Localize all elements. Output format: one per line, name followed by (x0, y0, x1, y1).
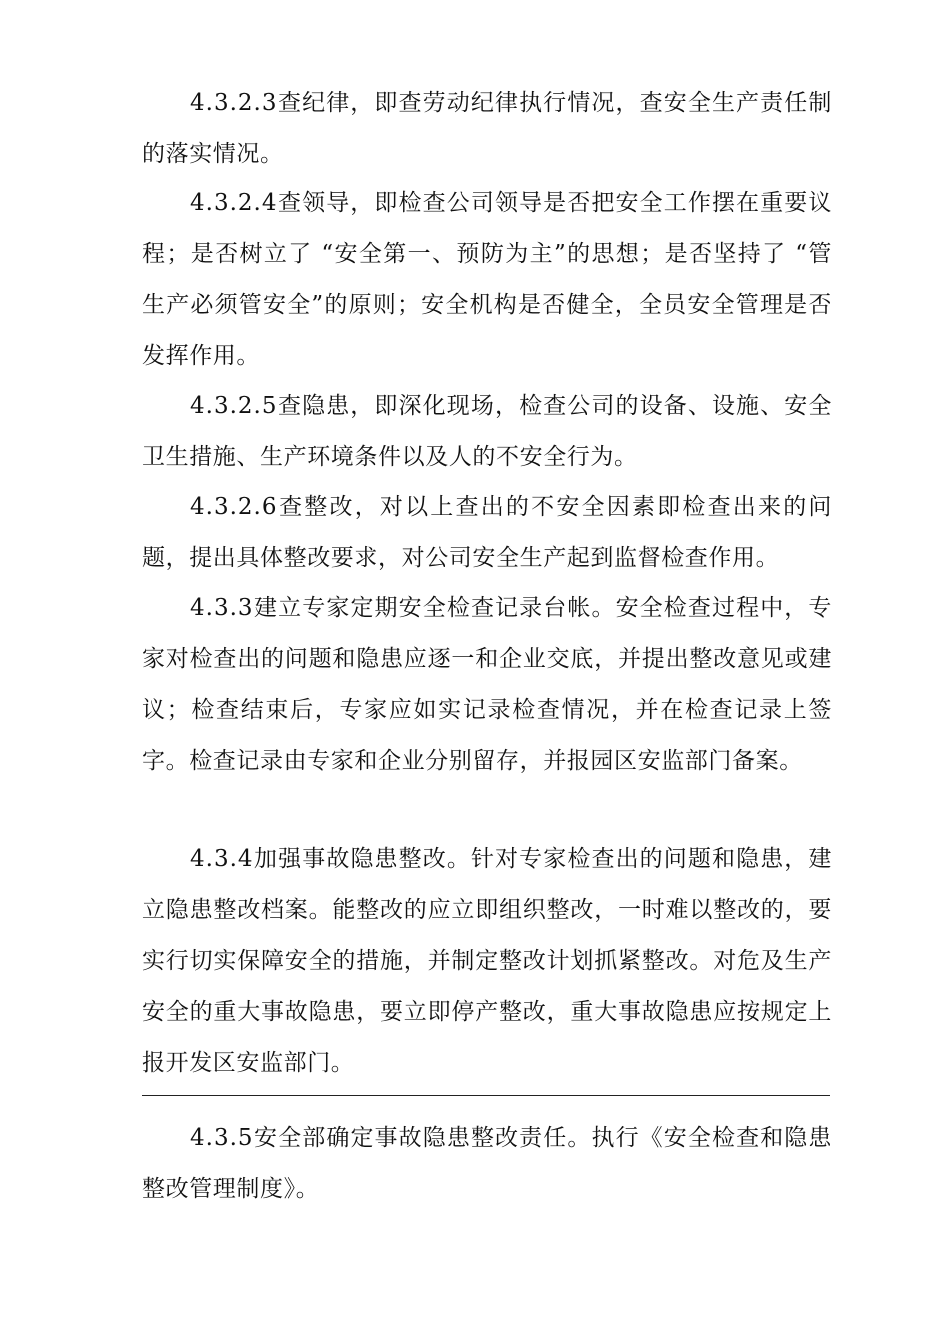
paragraph-text: 安全部确定事故隐患整改责任。执行《安全检查和隐患整改管理制度》。 (142, 1125, 832, 1202)
section-number: 4.3.2.5 (190, 393, 278, 419)
paragraph-text: 建立专家定期安全检查记录台帐。安全检查过程中，专家对检查出的问题和隐患应逐一和企业交底，并提出整改意见或建议；检查结束后，专家应如实记录检查情况，并在检查记录上签字。检查记录由专家和企业分别留存，并报园区安监部门备案。 (142, 595, 832, 774)
paragraph-4-3-2-4 (142, 178, 832, 382)
section-number: 4.3.2.6 (190, 494, 278, 520)
paragraph-text: 查整改，对以上查出的不安全因素即检查出来的问题，提出具体整改要求，对公司安全生产起到监督检查作用。 (142, 494, 832, 571)
paragraph-4-3-4 (142, 834, 832, 1089)
paragraph-text: 查纪律，即查劳动纪律执行情况，查安全生产责任制的落实情况。 (142, 90, 832, 167)
paragraph-4-3-2-6 (142, 482, 832, 584)
section-number: 4.3.4 (190, 846, 254, 872)
paragraph-text: 查隐患，即深化现场，检查公司的设备、设施、安全卫生措施、生产环境条件以及人的不安全行为。 (142, 393, 832, 470)
paragraph-text: 加强事故隐患整改。针对专家检查出的问题和隐患，建立隐患整改档案。能整改的应立即组织整改，一时难以整改的，要实行切实保障安全的措施，并制定整改计划抓紧整改。对危及生产安全的重大事故隐患，要立即停产整改，重大事故隐患应按规定上报开发区安监部门。 (142, 846, 832, 1076)
paragraph-4-3-5 (142, 1113, 832, 1215)
paragraph-4-3-3 (142, 583, 832, 787)
section-number: 4.3.2.4 (190, 190, 278, 216)
page-break-rule (142, 1095, 830, 1096)
section-number: 4.3.2.3 (190, 90, 278, 116)
paragraph-text: 查领导，即检查公司领导是否把安全工作摆在重要议程；是否树立了 “安全第一、预防为主”的思想；是否坚持了 “管生产必须管安全”的原则；安全机构是否健全，全员安全管理是否发挥作用。 (142, 190, 832, 369)
section-number: 4.3.3 (190, 595, 254, 621)
paragraph-4-3-2-5 (142, 381, 832, 483)
section-number: 4.3.5 (190, 1125, 254, 1151)
paragraph-4-3-2-3 (142, 78, 832, 180)
